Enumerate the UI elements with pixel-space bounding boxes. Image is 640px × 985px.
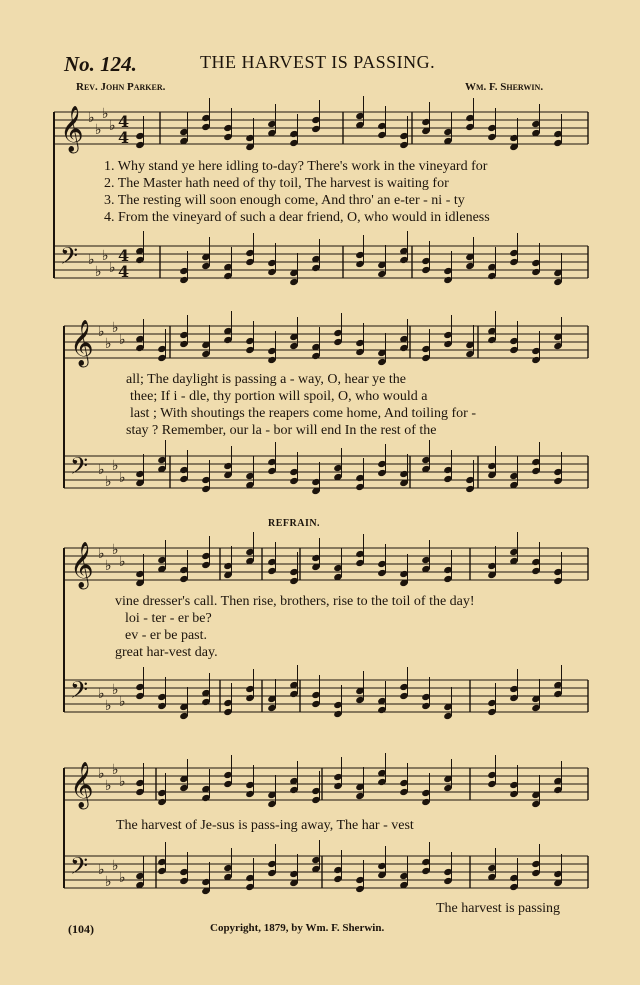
flat-sign: ♭ (98, 462, 105, 478)
cue-text: The harvest is passing (436, 901, 561, 916)
flat-sign: ♭ (95, 264, 102, 280)
hymn-author: Rev. John Parker. (76, 81, 166, 93)
time-signature-bottom: 4 (118, 262, 130, 281)
system1-lyric-verse4: 4. From the vineyard of such a dear friend, O, who would in idleness (104, 210, 490, 225)
flat-sign: ♭ (88, 252, 95, 268)
refrain-label: REFRAIN. (268, 518, 321, 529)
flat-sign: ♭ (119, 694, 126, 710)
time-signature-top: 4 (118, 112, 130, 131)
flat-sign: ♭ (119, 554, 126, 570)
system3-lyric-verse1: vine dresser's call. Then rise, brothers, rise to the toil of the day! (115, 594, 475, 609)
flat-sign: ♭ (119, 774, 126, 790)
bass-clef: 𝄢 (70, 452, 89, 485)
hymn-number: No. 124. (64, 52, 137, 76)
flat-sign: ♭ (112, 858, 119, 874)
hymn-composer: Wm. F. Sherwin. (465, 81, 544, 93)
flat-sign: ♭ (119, 332, 126, 348)
system4-lyric-verse1: The harvest of Je-sus is pass-ing away, The har - vest (116, 818, 414, 833)
flat-sign: ♭ (95, 122, 102, 138)
system2-lyric-verse2: thee; If i - dle, thy portion will spoil, O, who would a (130, 389, 428, 404)
system3-lyric-verse4: great har-vest day. (115, 645, 218, 660)
treble-clef: 𝄞 (60, 106, 84, 152)
flat-sign: ♭ (98, 546, 105, 562)
system1-lyric-verse3: 3. The resting will soon enough come, And thro' an e-ter - ni - ty (104, 193, 465, 208)
treble-clef: 𝄞 (70, 542, 94, 588)
flat-sign: ♭ (109, 260, 116, 276)
flat-sign: ♭ (112, 320, 119, 336)
flat-sign: ♭ (102, 248, 109, 264)
flat-sign: ♭ (105, 874, 112, 890)
flat-sign: ♭ (112, 682, 119, 698)
bass-clef: 𝄢 (70, 852, 89, 885)
flat-sign: ♭ (98, 766, 105, 782)
system2-lyric-verse1: all; The daylight is passing a - way, O, hear ye the (126, 372, 406, 387)
flat-sign: ♭ (102, 106, 109, 122)
time-signature-bottom: 4 (118, 128, 130, 147)
page-number: (104) (68, 922, 94, 936)
system3-lyric-verse2: loi - ter - er be? (125, 611, 212, 626)
flat-sign: ♭ (98, 686, 105, 702)
treble-clef: 𝄞 (70, 320, 94, 366)
system1-lyric-verse1: 1. Why stand ye here idling to-day? There's work in the vineyard for (104, 159, 488, 174)
flat-sign: ♭ (105, 778, 112, 794)
copyright-notice: Copyright, 1879, by Wm. F. Sherwin. (210, 922, 385, 934)
flat-sign: ♭ (112, 458, 119, 474)
time-signature-top: 4 (118, 246, 130, 265)
flat-sign: ♭ (112, 542, 119, 558)
system2-lyric-verse3: last ; With shoutings the reapers come home, And toiling for - (130, 406, 477, 421)
flat-sign: ♭ (105, 558, 112, 574)
system2-lyric-verse4: stay ? Remember, our la - bor will end In the rest of the (126, 423, 437, 438)
flat-sign: ♭ (88, 110, 95, 126)
treble-clef: 𝄞 (70, 762, 94, 808)
flat-sign: ♭ (119, 470, 126, 486)
flat-sign: ♭ (112, 762, 119, 778)
bass-clef: 𝄢 (70, 676, 89, 709)
bass-clef: 𝄢 (60, 242, 79, 275)
flat-sign: ♭ (105, 474, 112, 490)
flat-sign: ♭ (98, 324, 105, 340)
flat-sign: ♭ (98, 862, 105, 878)
flat-sign: ♭ (105, 336, 112, 352)
hymn-title: THE HARVEST IS PASSING. (200, 52, 436, 72)
system3-lyric-verse3: ev - er be past. (125, 628, 208, 643)
flat-sign: ♭ (109, 118, 116, 134)
system1-lyric-verse2: 2. The Master hath need of thy toil, The harvest is waiting for (104, 176, 449, 191)
flat-sign: ♭ (105, 698, 112, 714)
flat-sign: ♭ (119, 870, 126, 886)
